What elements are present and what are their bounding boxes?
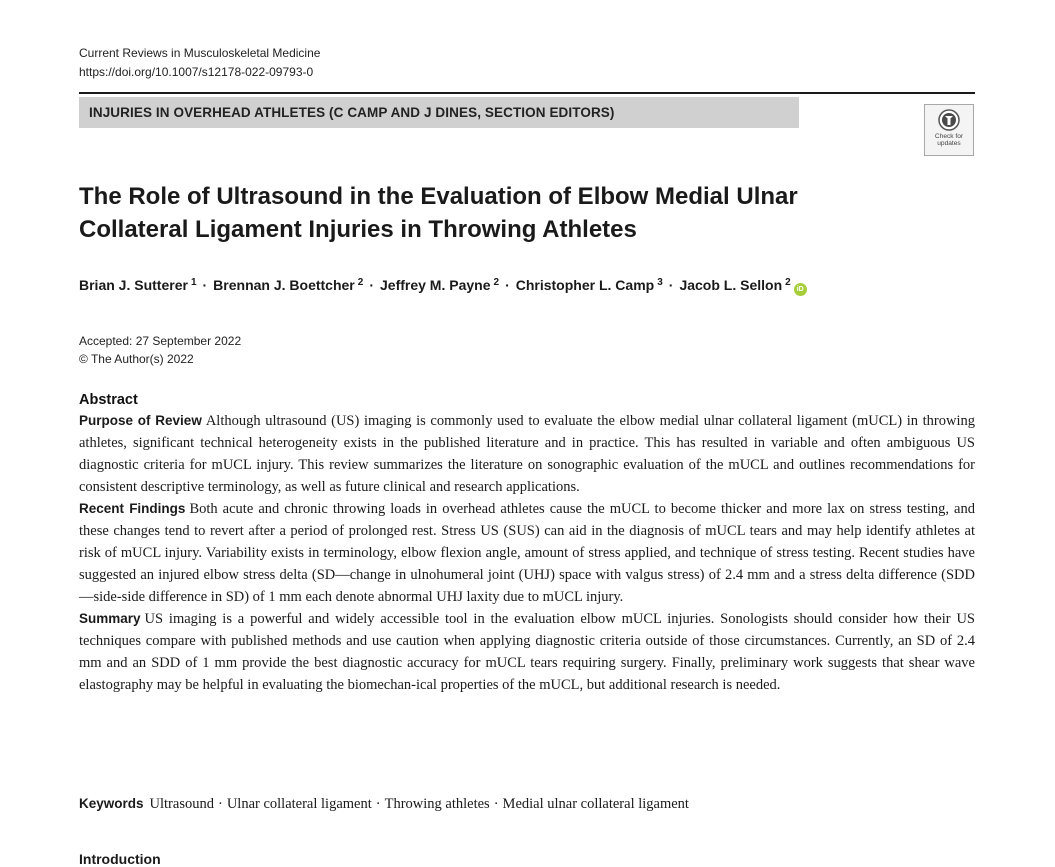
journal-header — [79, 44, 320, 82]
author[interactable]: Jacob L. Sellon $^2$ — [679, 277, 791, 293]
keyword-separator: · — [493, 796, 499, 812]
keyword: Medial ulnar collateral ligament — [502, 796, 689, 812]
author[interactable]: Brian J. Sutterer $^1$ — [79, 277, 197, 293]
article-title — [79, 180, 899, 246]
keyword: Ultrasound — [149, 796, 214, 812]
header-rule — [79, 92, 975, 94]
check-updates-icon — [938, 109, 960, 131]
author[interactable]: Jeffrey M. Payne $^2$ — [380, 277, 500, 293]
summary-label: Summary — [79, 611, 141, 626]
copyright-line: © The Author(s) 2022 — [79, 352, 194, 366]
author-separator: · — [369, 277, 374, 293]
author-list — [79, 277, 807, 296]
abstract-purpose — [79, 410, 975, 498]
keyword: Ulnar collateral ligament — [226, 796, 372, 812]
abstract-summary — [79, 608, 975, 696]
title-line-2: Collateral Ligament Injuries in Throwing Athletes — [79, 216, 637, 243]
publication-dates — [79, 332, 241, 368]
doi-link[interactable]: https://doi.org/10.1007/s12178-022-09793-0 — [79, 65, 314, 79]
check-for-updates-badge[interactable] — [924, 104, 974, 156]
author-separator: · — [668, 277, 674, 293]
keyword-separator: · — [375, 796, 381, 812]
findings-label: Recent Findings — [79, 501, 186, 516]
journal-name: Current Reviews in Musculoskeletal Medicine — [79, 46, 321, 60]
keyword-separator: · — [217, 796, 223, 812]
author[interactable]: Brennan J. Boettcher $^2$ — [213, 277, 364, 293]
next-section-heading-partial: Introduction — [79, 851, 161, 867]
accepted-date: Accepted: 27 September 2022 — [79, 334, 242, 348]
keywords-line — [79, 796, 689, 813]
keyword: Throwing athletes — [384, 796, 490, 812]
purpose-text: Although ultrasound (US) imaging is commonly used to evaluate the elbow medial ulnar collateral ligament (mUCL) in throwing athletes, significant technical heterogeneity exists in the published literature and in practice. This has resulted in variable and often ambiguous US diagnostic criteria for mUCL injury. This review summarizes the literature on sonographic evaluation of the mUCL and outlines recommendations for consistent descriptive terminology, as well as future clinical and research applications. — [79, 413, 975, 495]
check-updates-label: Check for updates — [934, 133, 964, 147]
author[interactable]: Christopher L. Camp $^3$ — [515, 277, 663, 293]
orcid-icon[interactable]: iD — [794, 283, 807, 296]
abstract-section — [79, 392, 975, 696]
author-separator: · — [505, 277, 510, 293]
summary-text: US imaging is a powerful and widely accessible tool in the evaluation elbow mUCL injuries. Sonologists should consider how their US techniques compare with published methods and use caution when applying diagnostic criteria outside of those circumstances. Currently, an SD of 2.4 mm and an SDD of 1 mm provide the best diagnostic accuracy for mUCL tears requiring surgery. Finally, preliminary work suggests that shear wave elastography may be helpful in evaluating the biomechan-ical properties of the mUCL, but additional research is needed. — [79, 611, 975, 693]
section-banner: INJURIES IN OVERHEAD ATHLETES (C CAMP AND J DINES, SECTION EDITORS) — [79, 97, 799, 128]
keywords-label: Keywords — [79, 796, 144, 811]
findings-text: Both acute and chronic throwing loads in overhead athletes cause the mUCL to become thicker and more lax on stress testing, and these changes tend to revert after a period of prolonged rest. Stress US (SUS) can aid in the diagnosis of mUCL tears and may help identify athletes at risk of mUCL injury. Variability exists in terminology, elbow flexion angle, amount of stress applied, and technique of stress testing. Recent studies have suggested an injured elbow stress delta (SD—change in ulnohumeral joint (UHJ) space with valgus stress) of 2.4 mm and a stress delta difference (SDD—side-side difference in SD) of 1 mm each denote abnormal UHJ laxity due to mUCL injury. — [79, 501, 975, 605]
purpose-label: Purpose of Review — [79, 413, 202, 428]
title-line-1: The Role of Ultrasound in the Evaluation of Elbow Medial Ulnar — [79, 183, 798, 210]
author-separator: · — [202, 277, 208, 293]
abstract-heading: Abstract — [79, 392, 138, 408]
abstract-findings — [79, 498, 975, 608]
